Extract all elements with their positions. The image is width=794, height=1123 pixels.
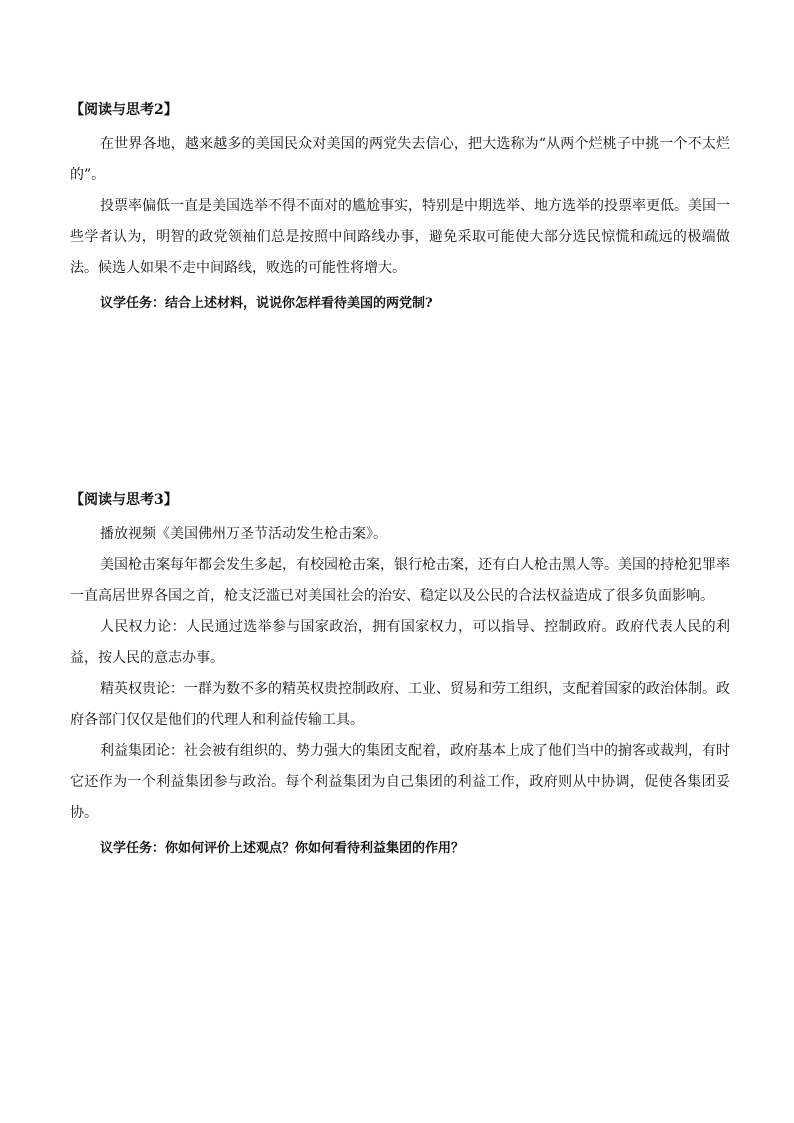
paragraph: 播放视频《美国佛州万圣节活动发生枪击案》。 (100, 526, 387, 542)
paragraph: 人民权力论：人民通过选举参与国家政治，拥有国家权力，可以指导、控制政府。政府代表人民的利益，按人民的意志办事。 (70, 619, 730, 666)
reading-section-3 (70, 490, 730, 861)
discussion-task: 议学任务：你如何评价上述观点？你如何看待利益集团的作用？ (100, 841, 465, 856)
discussion-task: 议学任务：结合上述材料，说说你怎样看待美国的两党制? (100, 296, 433, 311)
section-heading: 【阅读与思考3】 (70, 492, 178, 508)
paragraph: 投票率偏低一直是美国选举不得不面对的尴尬事实，特别是中期选举、地方选举的投票率更低。美国一些学者认为，明智的政党领袖们总是按照中间路线办事，避免采取可能使大部分选民惊慌和疏远的极端做法。候选人如果不走中间路线，败选的可能性将增大。 (70, 198, 730, 276)
paragraph: 精英权贵论：一群为数不多的精英权贵控制政府、工业、贸易和劳工组织，支配着国家的政治体制。政府各部门仅仅是他们的代理人和利益传输工具。 (70, 681, 730, 728)
paragraph: 美国枪击案每年都会发生多起，有校园枪击案，银行枪击案，还有白人枪击黑人等。美国的持枪犯罪率一直高居世界各国之首，枪支泛滥已对美国社会的治安、稳定以及公民的合法权益造成了很多负面影响。 (70, 557, 730, 604)
reading-section-2 (70, 100, 730, 316)
paragraph: 利益集团论：社会被有组织的、势力强大的集团支配着，政府基本上成了他们当中的掮客或裁判，有时它还作为一个利益集团参与政治。每个利益集团为自己集团的利益工作，政府则从中协调，促使各集团妥协。 (70, 743, 730, 821)
paragraph: 在世界各地，越来越多的美国民众对美国的两党失去信心，把大选称为“从两个烂桃子中挑一个不太烂的”。 (70, 136, 730, 183)
section-heading: 【阅读与思考2】 (70, 102, 178, 118)
